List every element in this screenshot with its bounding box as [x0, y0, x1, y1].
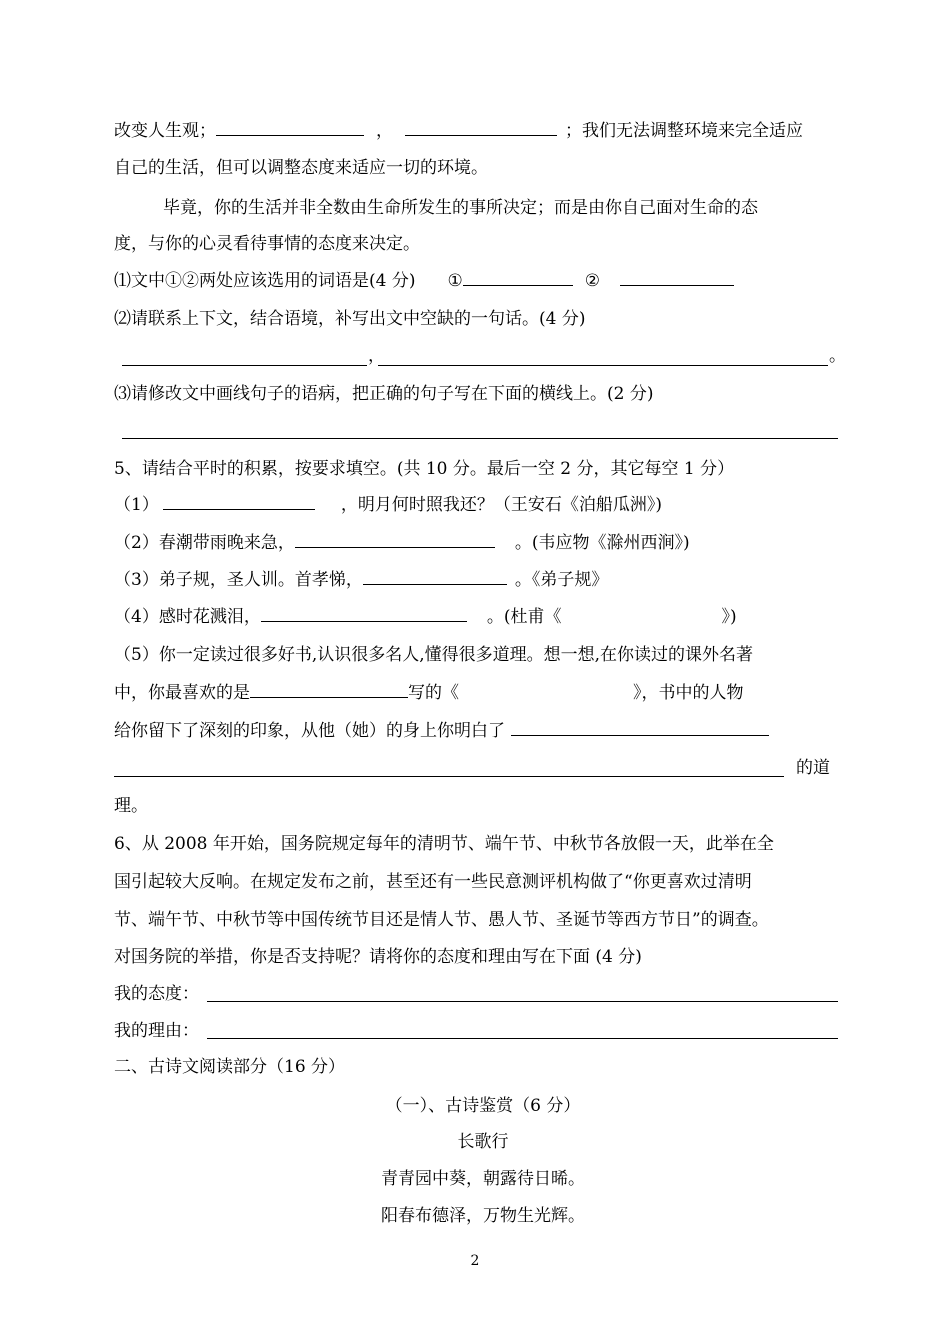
blank-line [261, 607, 467, 622]
part-2-heading: 二、古诗文阅读部分（16 分） [114, 1057, 346, 1077]
text-fragment: 改变人生观； [114, 121, 216, 141]
question-text: ⑴文中①②两处应该选用的词语是(4 分) [114, 271, 416, 291]
item-text: 理。 [114, 796, 148, 816]
blank-line [363, 570, 507, 585]
item-text: 。《弟子规》 [514, 570, 609, 590]
item-text: 写的《 [408, 683, 459, 703]
section-6-line: 对国务院的举措，你是否支持呢？请将你的态度和理由写在下面 (4 分) [114, 947, 642, 967]
fill-item-4 [114, 606, 737, 628]
fill-item-5-line3 [114, 720, 769, 742]
fill-item-1 [114, 494, 662, 516]
item-text: ，明月何时照我还？（王安石《泊船瓜洲》) [340, 495, 662, 515]
fill-item-5-line2 [114, 682, 744, 704]
section-6-line: 国引起较大反响。在规定发布之前，甚至还有一些民意测评机构做了“你更喜欢过清明 [114, 872, 752, 892]
page-number: 2 [470, 1253, 480, 1269]
item-text: 的道 [796, 758, 830, 778]
item-text: 给你留下了深刻的印象，从他（她）的身上你明白了 [114, 721, 505, 741]
answer-line [114, 776, 784, 777]
item-text: 中，你最喜欢的是 [114, 683, 250, 703]
fill-item-2 [114, 532, 690, 554]
question-1 [114, 270, 734, 292]
blank-line [620, 271, 734, 286]
poem-title: 长歌行 [457, 1132, 509, 1152]
answer-line [207, 1038, 838, 1039]
item-text: 》) [721, 607, 737, 627]
text-line: 度，与你的心灵看待事情的态度来决定。 [114, 234, 420, 254]
subsection-heading: （一）、古诗鉴赏（6 分） [385, 1096, 581, 1116]
blank-marker-1: ① [447, 271, 463, 291]
text-line [114, 120, 803, 142]
item-text: 》，书中的人物 [633, 683, 744, 703]
blank-line [463, 271, 573, 286]
poem-line: 青青园中葵，朝露待日晞。 [381, 1169, 585, 1189]
text-line: 自己的生活，但可以调整态度来适应一切的环境。 [114, 158, 488, 178]
blank-line [511, 721, 769, 736]
blank-line [295, 533, 495, 548]
blank-line [405, 121, 557, 136]
item-text: （3）弟子规，圣人训。首孝悌， [114, 570, 363, 590]
answer-line [378, 365, 828, 366]
comma: ， [368, 346, 385, 366]
text-fragment: ， [376, 121, 393, 141]
period: 。 [829, 346, 846, 366]
item-text: 。(杜甫《 [486, 607, 562, 627]
blank-line [163, 495, 315, 510]
fill-item-3 [114, 569, 608, 591]
section-6-line: 6、从 2008 年开始，国务院规定每年的清明节、端午节、中秋节各放假一天，此举在全 [114, 834, 774, 854]
blank-line [216, 121, 364, 136]
answer-line [122, 438, 838, 439]
blank-line [250, 683, 408, 698]
item-text: （4）感时花溅泪， [114, 607, 261, 627]
item-number: （1） [114, 495, 159, 515]
question-3: ⑶请修改文中画线句子的语病，把正确的句子写在下面的横线上。(2 分) [114, 384, 654, 404]
section-6-line: 节、端午节、中秋节等中国传统节目还是情人节、愚人节、圣诞节等西方节日”的调查。 [114, 910, 769, 930]
text-line: 毕竟，你的生活并非全数由生命所发生的事所决定；而是由你自己面对生命的态 [163, 198, 758, 218]
attitude-label: 我的态度： [114, 984, 199, 1004]
answer-line [207, 1001, 838, 1002]
section-5-title: 5、请结合平时的积累，按要求填空。(共 10 分。最后一空 2 分，其它每空 1 分） [114, 459, 735, 479]
poem-line: 阳春布德泽，万物生光辉。 [381, 1206, 585, 1226]
question-2: ⑵请联系上下文，结合语境，补写出文中空缺的一句话。(4 分) [114, 309, 586, 329]
answer-line [122, 365, 367, 366]
blank-marker-2: ② [584, 271, 600, 291]
text-fragment: ；我们无法调整环境来完全适应 [565, 121, 803, 141]
fill-item-5: （5）你一定读过很多好书,认识很多名人,懂得很多道理。想一想,在你读过的课外名著 [114, 645, 754, 665]
reason-label: 我的理由： [114, 1021, 199, 1041]
item-text: （2）春潮带雨晚来急， [114, 533, 295, 553]
item-text: 。(韦应物《滁州西涧》) [514, 533, 690, 553]
